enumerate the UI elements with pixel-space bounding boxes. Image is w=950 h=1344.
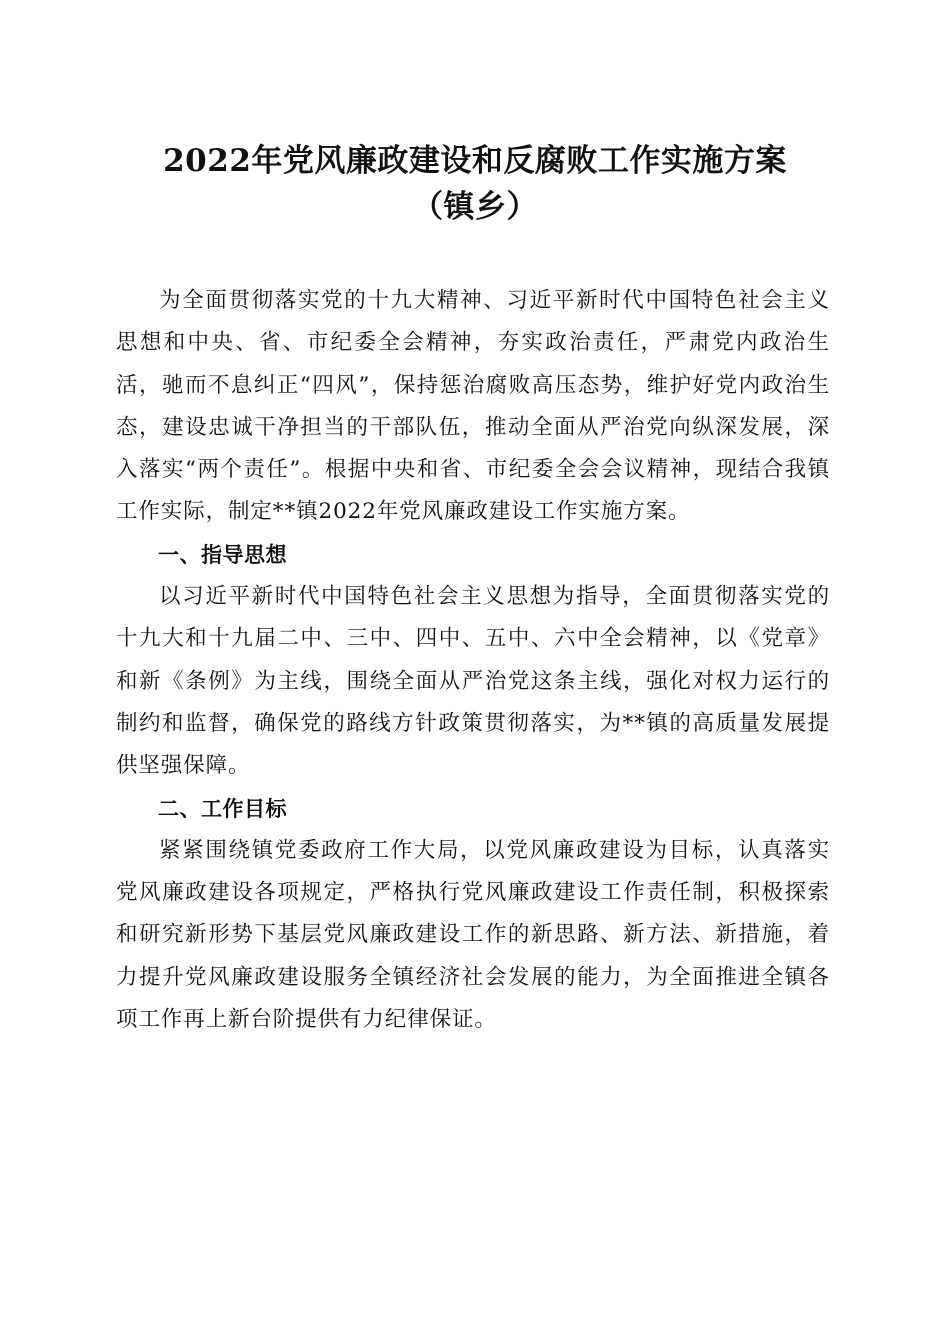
title-block	[60, 138, 890, 230]
section-heading-guiding-ideology: 一、指导思想	[158, 542, 287, 567]
section-text-guiding-ideology: 以习近平新时代中国特色社会主义思想为指导，全面贯彻落实党的十九大和十九届二中、三中、四中、五中、六中全会精神，以《党章》和新《条例》为主线，围绕全面从严治党这条主线，强化对权力运行的制约和监督，确保党的路线方针政策贯彻落实，为**镇的高质量发展提供坚强保障。	[116, 584, 830, 779]
document-body	[116, 280, 830, 1041]
section-text-work-goals: 紧紧围绕镇党委政府工作大局，以党风廉政建设为目标，认真落实党风廉政建设各项规定，严格执行党风廉政建设工作责任制，积极探索和研究新形势下基层党风廉政建设工作的新思路、新方法、新措施，着力提升党风廉政建设服务全镇经济社会发展的能力，为全面推进全镇各项工作再上新台阶提供有力纪律保证。	[116, 837, 830, 1033]
document-title: 2022年党风廉政建设和反腐败工作实施方案	[163, 143, 787, 179]
intro-paragraph: 为全面贯彻落实党的十九大精神、习近平新时代中国特色社会主义思想和中央、省、市纪委全会精神，夯实政治责任，严肃党内政治生活，驰而不息纠正“四风”，保持惩治腐败高压态势，维护好党内政治生态，建设忠诚干净担当的干部队伍，推动全面从严治党向纵深发展，深入落实“两个责任”。根据中央和省、市纪委全会会议精神，现结合我镇工作实际，制定**镇2022年党风廉政建设工作实施方案。	[116, 288, 830, 525]
document-subtitle: （镇乡）	[412, 189, 538, 225]
section-heading-work-goals: 二、工作目标	[158, 796, 287, 821]
